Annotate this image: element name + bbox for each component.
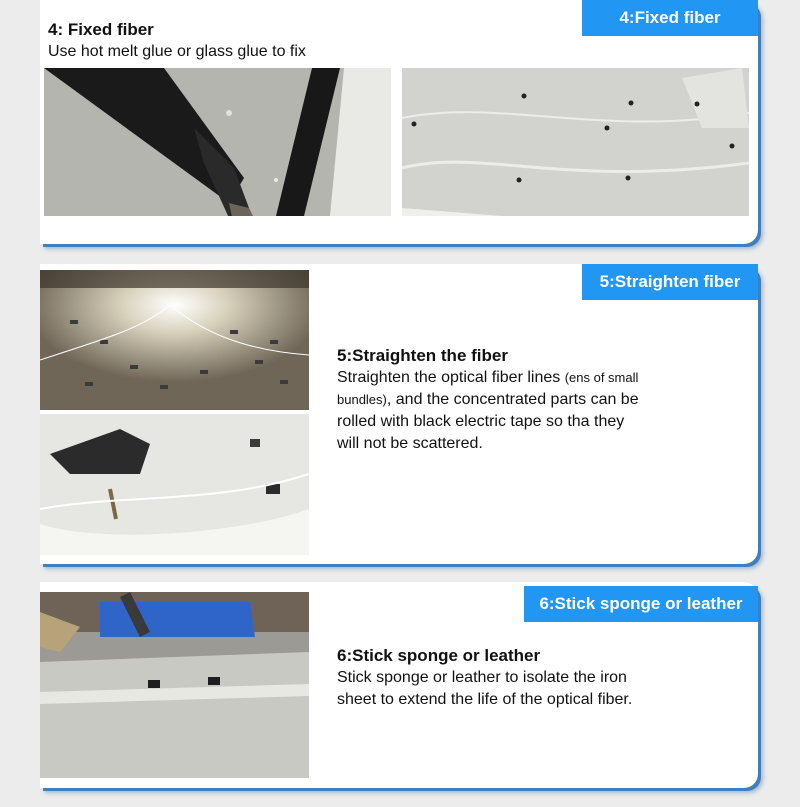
headliner-photo [40, 414, 309, 555]
step-4-card [40, 0, 758, 244]
step-6-title: 6:Stick sponge or leather [337, 646, 541, 665]
step-6-card [40, 582, 758, 788]
step-6-badge: 6:Stick sponge or leather [524, 586, 758, 622]
step-5-badge: 5:Straighten fiber [582, 264, 758, 300]
step-6-description: Stick sponge or leather to isolate the iron sheet to extend the life of the optical fiber. [337, 669, 633, 708]
fiber-dots-photo [402, 68, 749, 216]
step-5-description: Straighten the optical fiber lines (ens of small bundles), and the concentrated parts can be rolled with black electric tape so tha they will not be scattered. [337, 369, 639, 452]
glowing-fibers-photo [40, 270, 309, 410]
step-5-card [40, 264, 758, 564]
step-4-title: 4: Fixed fiber [48, 20, 154, 39]
glue-gun-photo [44, 68, 391, 216]
sponge-install-photo [40, 592, 309, 778]
step-4-description: Use hot melt glue or glass glue to fix [48, 43, 306, 60]
step-5-title: 5:Straighten the fiber [337, 346, 508, 365]
step-4-badge: 4:Fixed fiber [582, 0, 758, 36]
